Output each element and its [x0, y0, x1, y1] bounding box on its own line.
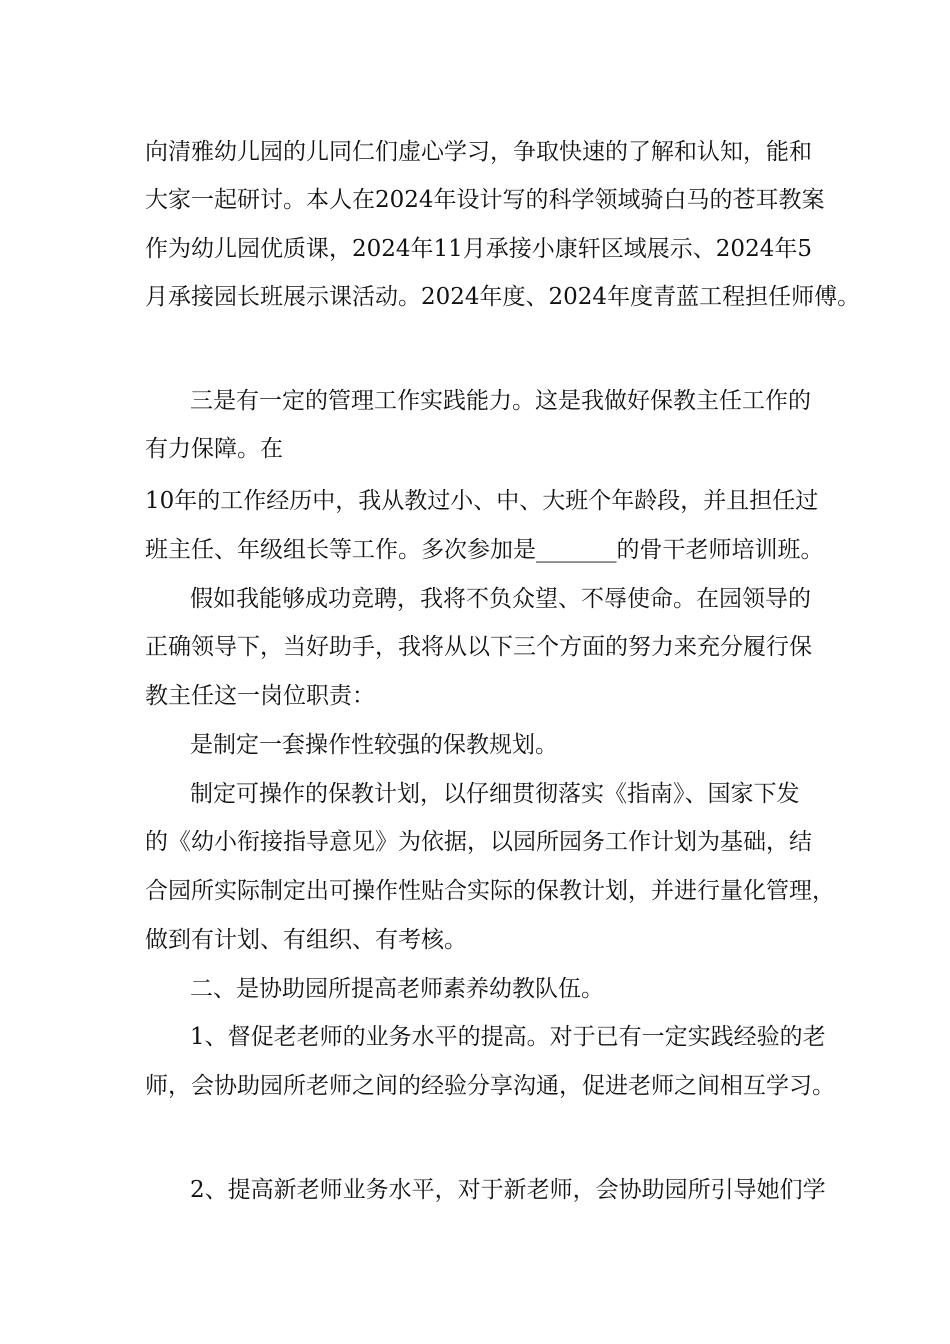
paragraph-line-1: 向清雅幼儿园的儿同仁们虚心学习，争取快速的了解和认知，能和	[145, 139, 812, 165]
paragraph-line-11: 教主任这一岗位职责：	[145, 683, 375, 709]
paragraph-line-8: 班主任、年级组长等工作。多次参加是_______的骨干老师培训班。	[145, 537, 824, 563]
paragraph-line-13: 制定可操作的保教计划，以仔细贯彻落实《指南》、国家下发	[190, 781, 800, 807]
paragraph-line-5: 三是有一定的管理工作实践能力。这是我做好保教主任工作的	[190, 388, 811, 414]
paragraph-line-9: 假如我能够成功竞聘，我将不负众望、不辱使命。在园领导的	[190, 586, 811, 612]
paragraph-line-16: 做到有计划、有组织、有考核。	[145, 927, 467, 953]
paragraph-line-7: 10年的工作经历中，我从教过小、中、大班个年龄段，并且担任过	[145, 488, 819, 514]
paragraph-line-19: 师，会协助园所老师之间的经验分享沟通，促进老师之间相互学习。	[145, 1073, 835, 1099]
paragraph-line-18: 1、督促老老师的业务水平的提高。对于已有一定实践经验的老	[190, 1024, 826, 1050]
paragraph-line-4: 月承接园长班展示课活动。2024年度、2024年度青蓝工程担任师傅。	[145, 284, 861, 310]
paragraph-line-17: 二、是协助园所提高老师素养幼教队伍。	[190, 976, 604, 1002]
paragraph-line-2: 大家一起研讨。本人在2024年设计写的科学领域骑白马的苍耳教案	[145, 187, 825, 213]
paragraph-line-6: 有力保障。在	[145, 436, 283, 462]
paragraph-line-14: 的《幼小衔接指导意见》为依据，以园所园务工作计划为基础，结	[145, 829, 812, 855]
paragraph-line-3: 作为幼儿园优质课，2024年11月承接小康轩区域展示、2024年5	[145, 236, 812, 262]
paragraph-line-12: 是制定一套操作性较强的保教规划。	[190, 732, 558, 758]
paragraph-line-10: 正确领导下，当好助手，我将从以下三个方面的努力来充分履行保	[145, 634, 812, 660]
paragraph-line-15: 合园所实际制定出可操作性贴合实际的保教计划，并进行量化管理，	[145, 878, 835, 904]
paragraph-line-20: 2、提高新老师业务水平，对于新老师，会协助园所引导她们学	[190, 1177, 826, 1203]
